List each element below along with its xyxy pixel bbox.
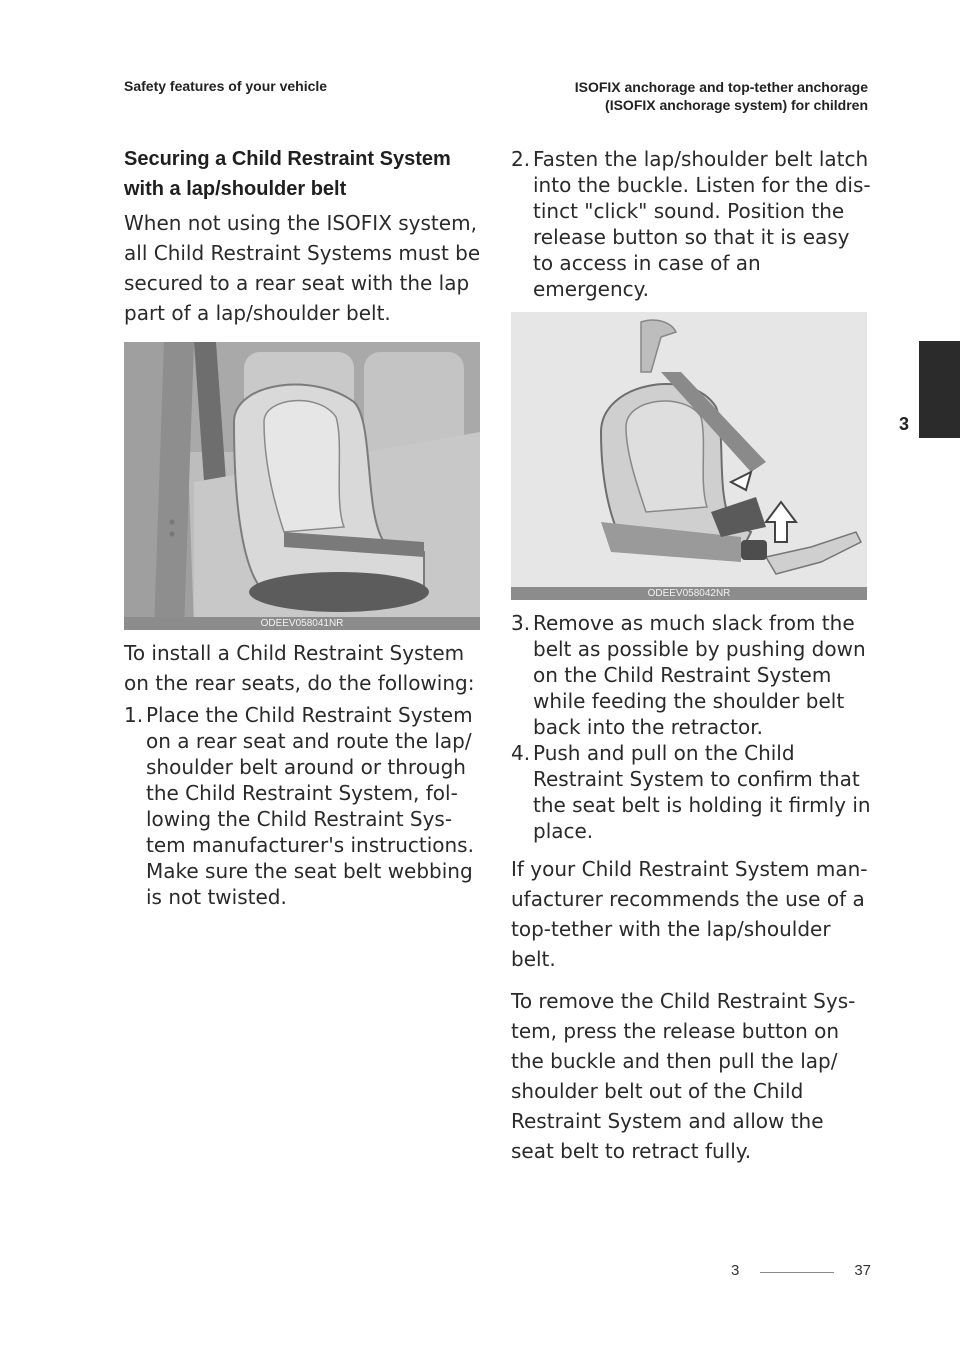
chapter-thumb-tab [919,341,960,438]
figure-caption: ODEEV058042NR [511,587,867,600]
instruction-paragraph: To install a Child Restraint System on the rear seats, do the following: [124,641,475,695]
footer-divider [760,1272,834,1273]
intro-paragraph: When not using the ISOFIX system, all Child Restraint Systems must be secured to a rear seat with the lap part of a lap/shoulder belt. [124,211,481,325]
steps-list-left [124,702,484,910]
steps-list-right [511,610,871,844]
step-number: 2. [511,147,531,171]
running-header-topic [575,78,868,114]
left-column [124,144,484,910]
step-item [124,702,484,910]
figure-buckle-fastening [511,312,867,600]
running-header-section: Safety features of your vehicle [124,78,328,94]
step-item [511,146,871,302]
top-tether-paragraph: If your Child Restraint System man- ufacturer recommends the use of a top-tether with the lap/shoulder belt. [511,857,868,971]
figure-child-seat-installed [124,342,480,630]
child-seat-illustration [124,342,480,630]
footer-chapter-number: 3 [731,1262,740,1279]
step-number: 1. [124,703,144,727]
section-title [124,144,484,204]
step-text: Push and pull on the Child Restraint System to confirm that the seat belt is holding it firmly in place. [533,741,871,843]
step-number: 3. [511,611,531,635]
figure-caption: ODEEV058041NR [124,617,480,630]
steps-list-right-top [511,146,871,302]
step-text: Remove as much slack from the belt as possible by pushing down on the Child Restraint System while feeding the shoulder belt back into the retractor. [533,611,866,739]
right-column [511,146,871,1166]
section-title-line2: with a lap/shoulder belt [124,178,347,200]
chapter-number: 3 [898,414,909,434]
removal-paragraph: To remove the Child Restraint Sys- tem, press the release button on the buckle and then pull the lap/ shoulder belt out of the Child Restraint System and allow the seat belt to retract fully. [511,989,856,1163]
step-number: 4. [511,741,531,765]
step-text: Fasten the lap/shoulder belt latch into the buckle. Listen for the dis- tinct "click" sound. Position the release button so that it is easy to access in case of an emergency. [533,147,871,301]
footer-page-number: 37 [854,1262,871,1279]
section-title-line1: Securing a Child Restraint System [124,148,451,170]
running-header-topic-line2: (ISOFIX anchorage system) for children [605,97,868,113]
running-header-topic-line1: ISOFIX anchorage and top-tether anchorage [574,79,868,95]
buckle-illustration [511,312,867,600]
page-footer [731,1262,871,1282]
step-text: Place the Child Restraint System on a rear seat and route the lap/ shoulder belt around or through the Child Restraint System, fol- lowing the Child Restraint Sys- tem manufacturer's instructions. Make sure the seat belt webbing is not twisted. [146,703,474,909]
step-item [511,740,871,844]
step-item [511,610,871,740]
